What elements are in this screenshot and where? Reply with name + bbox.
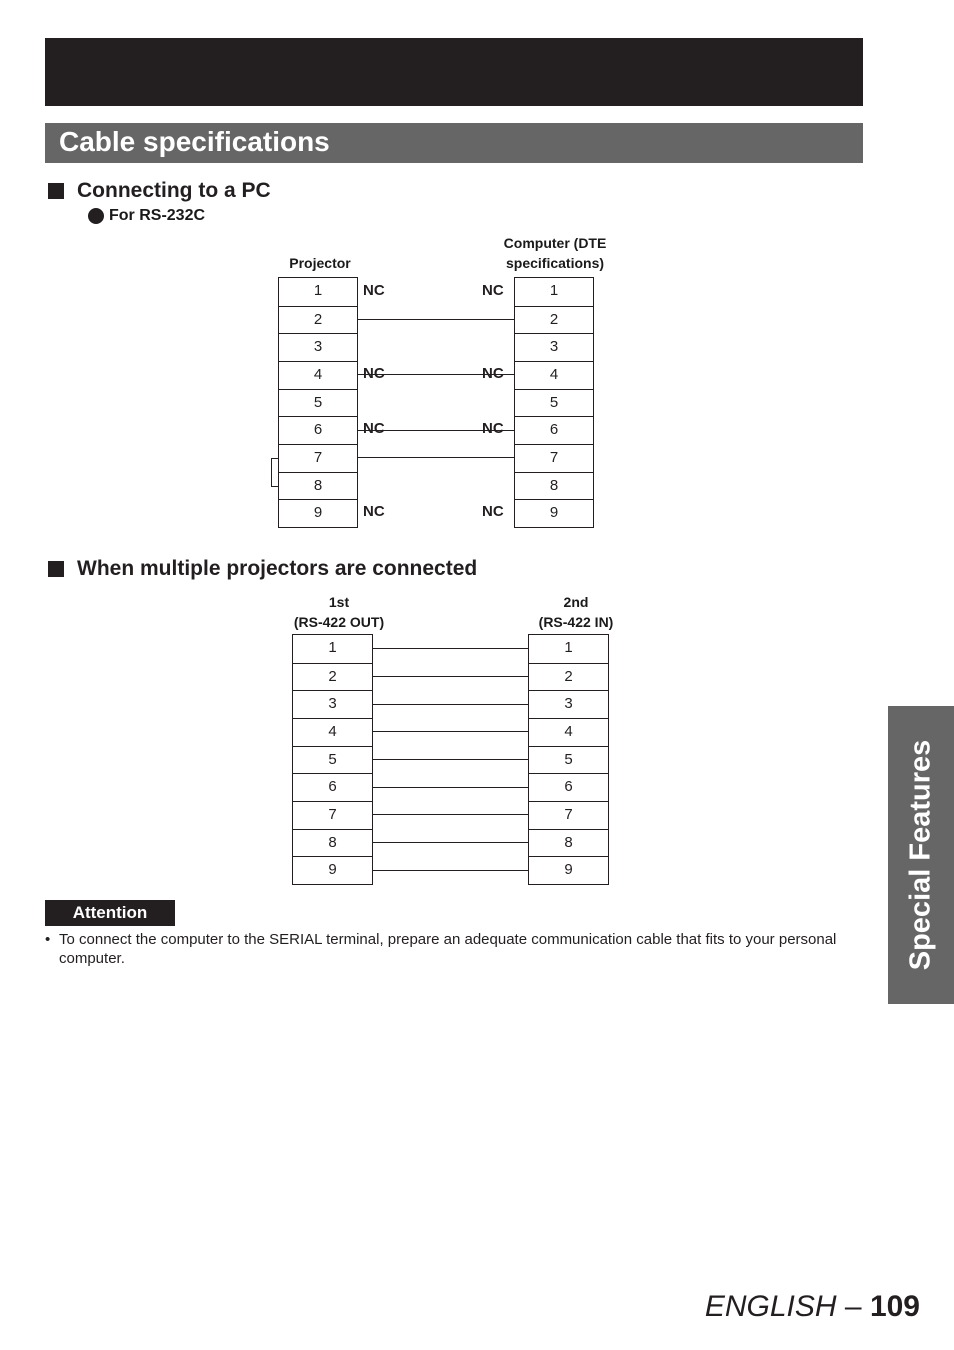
pin-number: 1 <box>313 282 323 299</box>
pin-number: 1 <box>564 639 573 656</box>
straight-wire <box>373 759 528 760</box>
nc-right: NC <box>482 503 504 521</box>
pin-number: 8 <box>529 829 608 857</box>
straight-wire <box>373 648 528 649</box>
projector-label: Projector <box>289 255 351 271</box>
cross-wire <box>358 430 514 431</box>
straight-wire <box>373 704 528 705</box>
nc-right: NC <box>482 281 504 299</box>
subheading-rs232c <box>88 207 205 225</box>
side-tab-label: Special Features <box>904 739 937 971</box>
square-bullet-icon <box>48 561 64 577</box>
attention-note <box>45 930 845 968</box>
pin-number: 4 <box>293 718 372 746</box>
pin-number: 8 <box>515 472 593 500</box>
pin-number: 9 <box>293 856 372 884</box>
pin-number: 5 <box>293 746 372 774</box>
nc-right: NC <box>482 364 504 382</box>
cross-wire <box>358 374 514 375</box>
straight-wire <box>373 842 528 843</box>
subheading-label: For RS-232C <box>109 207 206 224</box>
pin-number: 2 <box>515 306 593 334</box>
computer-pin-column <box>514 277 594 528</box>
page-number: 109 <box>869 1290 920 1323</box>
section-heading-pc <box>48 178 271 204</box>
title-bar <box>45 123 863 163</box>
nc-left: NC <box>363 420 385 438</box>
straight-wire <box>373 814 528 815</box>
pin-number: 7 <box>279 444 357 472</box>
straight-wire <box>373 731 528 732</box>
cross-wire <box>358 457 514 458</box>
pin-number: 2 <box>529 663 608 691</box>
straight-wire <box>373 870 528 871</box>
pin-number: 1 <box>549 282 559 299</box>
pin-number: 6 <box>515 416 593 444</box>
page-title: Cable specifications <box>59 126 330 157</box>
nc-right: NC <box>482 420 504 438</box>
pin-number: 9 <box>529 856 608 884</box>
pin-number: 2 <box>279 306 357 334</box>
second-projector-label: 2nd (RS-422 IN) <box>538 594 614 630</box>
square-bullet-icon <box>48 183 64 199</box>
pin-number: 7 <box>293 801 372 829</box>
pin-number: 3 <box>293 690 372 718</box>
pin-number: 1 <box>328 639 337 656</box>
first-projector-label: 1st (RS-422 OUT) <box>293 594 385 630</box>
pin-number: 5 <box>515 389 593 417</box>
pin-number: 3 <box>529 690 608 718</box>
nc-left: NC <box>363 281 385 299</box>
pin-number: 3 <box>515 333 593 361</box>
pin-number: 8 <box>293 829 372 857</box>
pin-number: 6 <box>529 773 608 801</box>
page-footer <box>705 1290 920 1324</box>
nc-left: NC <box>363 503 385 521</box>
computer-label: Computer (DTE specifications) <box>503 235 607 271</box>
pin-number: 8 <box>279 472 357 500</box>
pin-number: 4 <box>529 718 608 746</box>
straight-wire <box>373 787 528 788</box>
pin-number: 5 <box>529 746 608 774</box>
pin-number: 9 <box>279 499 357 527</box>
pin-number: 6 <box>293 773 372 801</box>
top-banner <box>45 38 863 106</box>
cross-wire <box>358 319 514 320</box>
pin-number: 4 <box>515 361 593 389</box>
attention-label: Attention <box>45 900 175 926</box>
pin-number: 7 <box>515 444 593 472</box>
section-title: When multiple projectors are connected <box>77 557 478 580</box>
projector-pin-column <box>278 277 358 528</box>
nc-left: NC <box>363 364 385 382</box>
note-text: To connect the computer to the SERIAL terminal, prepare an adequate communication cable that fits to your personal computer. <box>59 931 837 967</box>
pin-number: 5 <box>279 389 357 417</box>
pin-number: 6 <box>279 416 357 444</box>
pin-number: 3 <box>279 333 357 361</box>
pin-number: 9 <box>515 499 593 527</box>
section-heading-multi <box>48 556 477 582</box>
section-title: Connecting to a PC <box>77 179 271 202</box>
pin-number: 7 <box>529 801 608 829</box>
circle-bullet-icon <box>88 208 104 224</box>
rs422-in-pin-column <box>528 634 609 885</box>
loopback-bracket <box>271 458 279 487</box>
pin-number: 2 <box>293 663 372 691</box>
rs422-out-pin-column <box>292 634 373 885</box>
bullet: • <box>45 931 51 948</box>
straight-wire <box>373 676 528 677</box>
footer-separator: – <box>836 1290 870 1323</box>
footer-language: ENGLISH <box>704 1290 837 1323</box>
side-tab <box>888 706 954 1004</box>
pin-number: 4 <box>279 361 357 389</box>
